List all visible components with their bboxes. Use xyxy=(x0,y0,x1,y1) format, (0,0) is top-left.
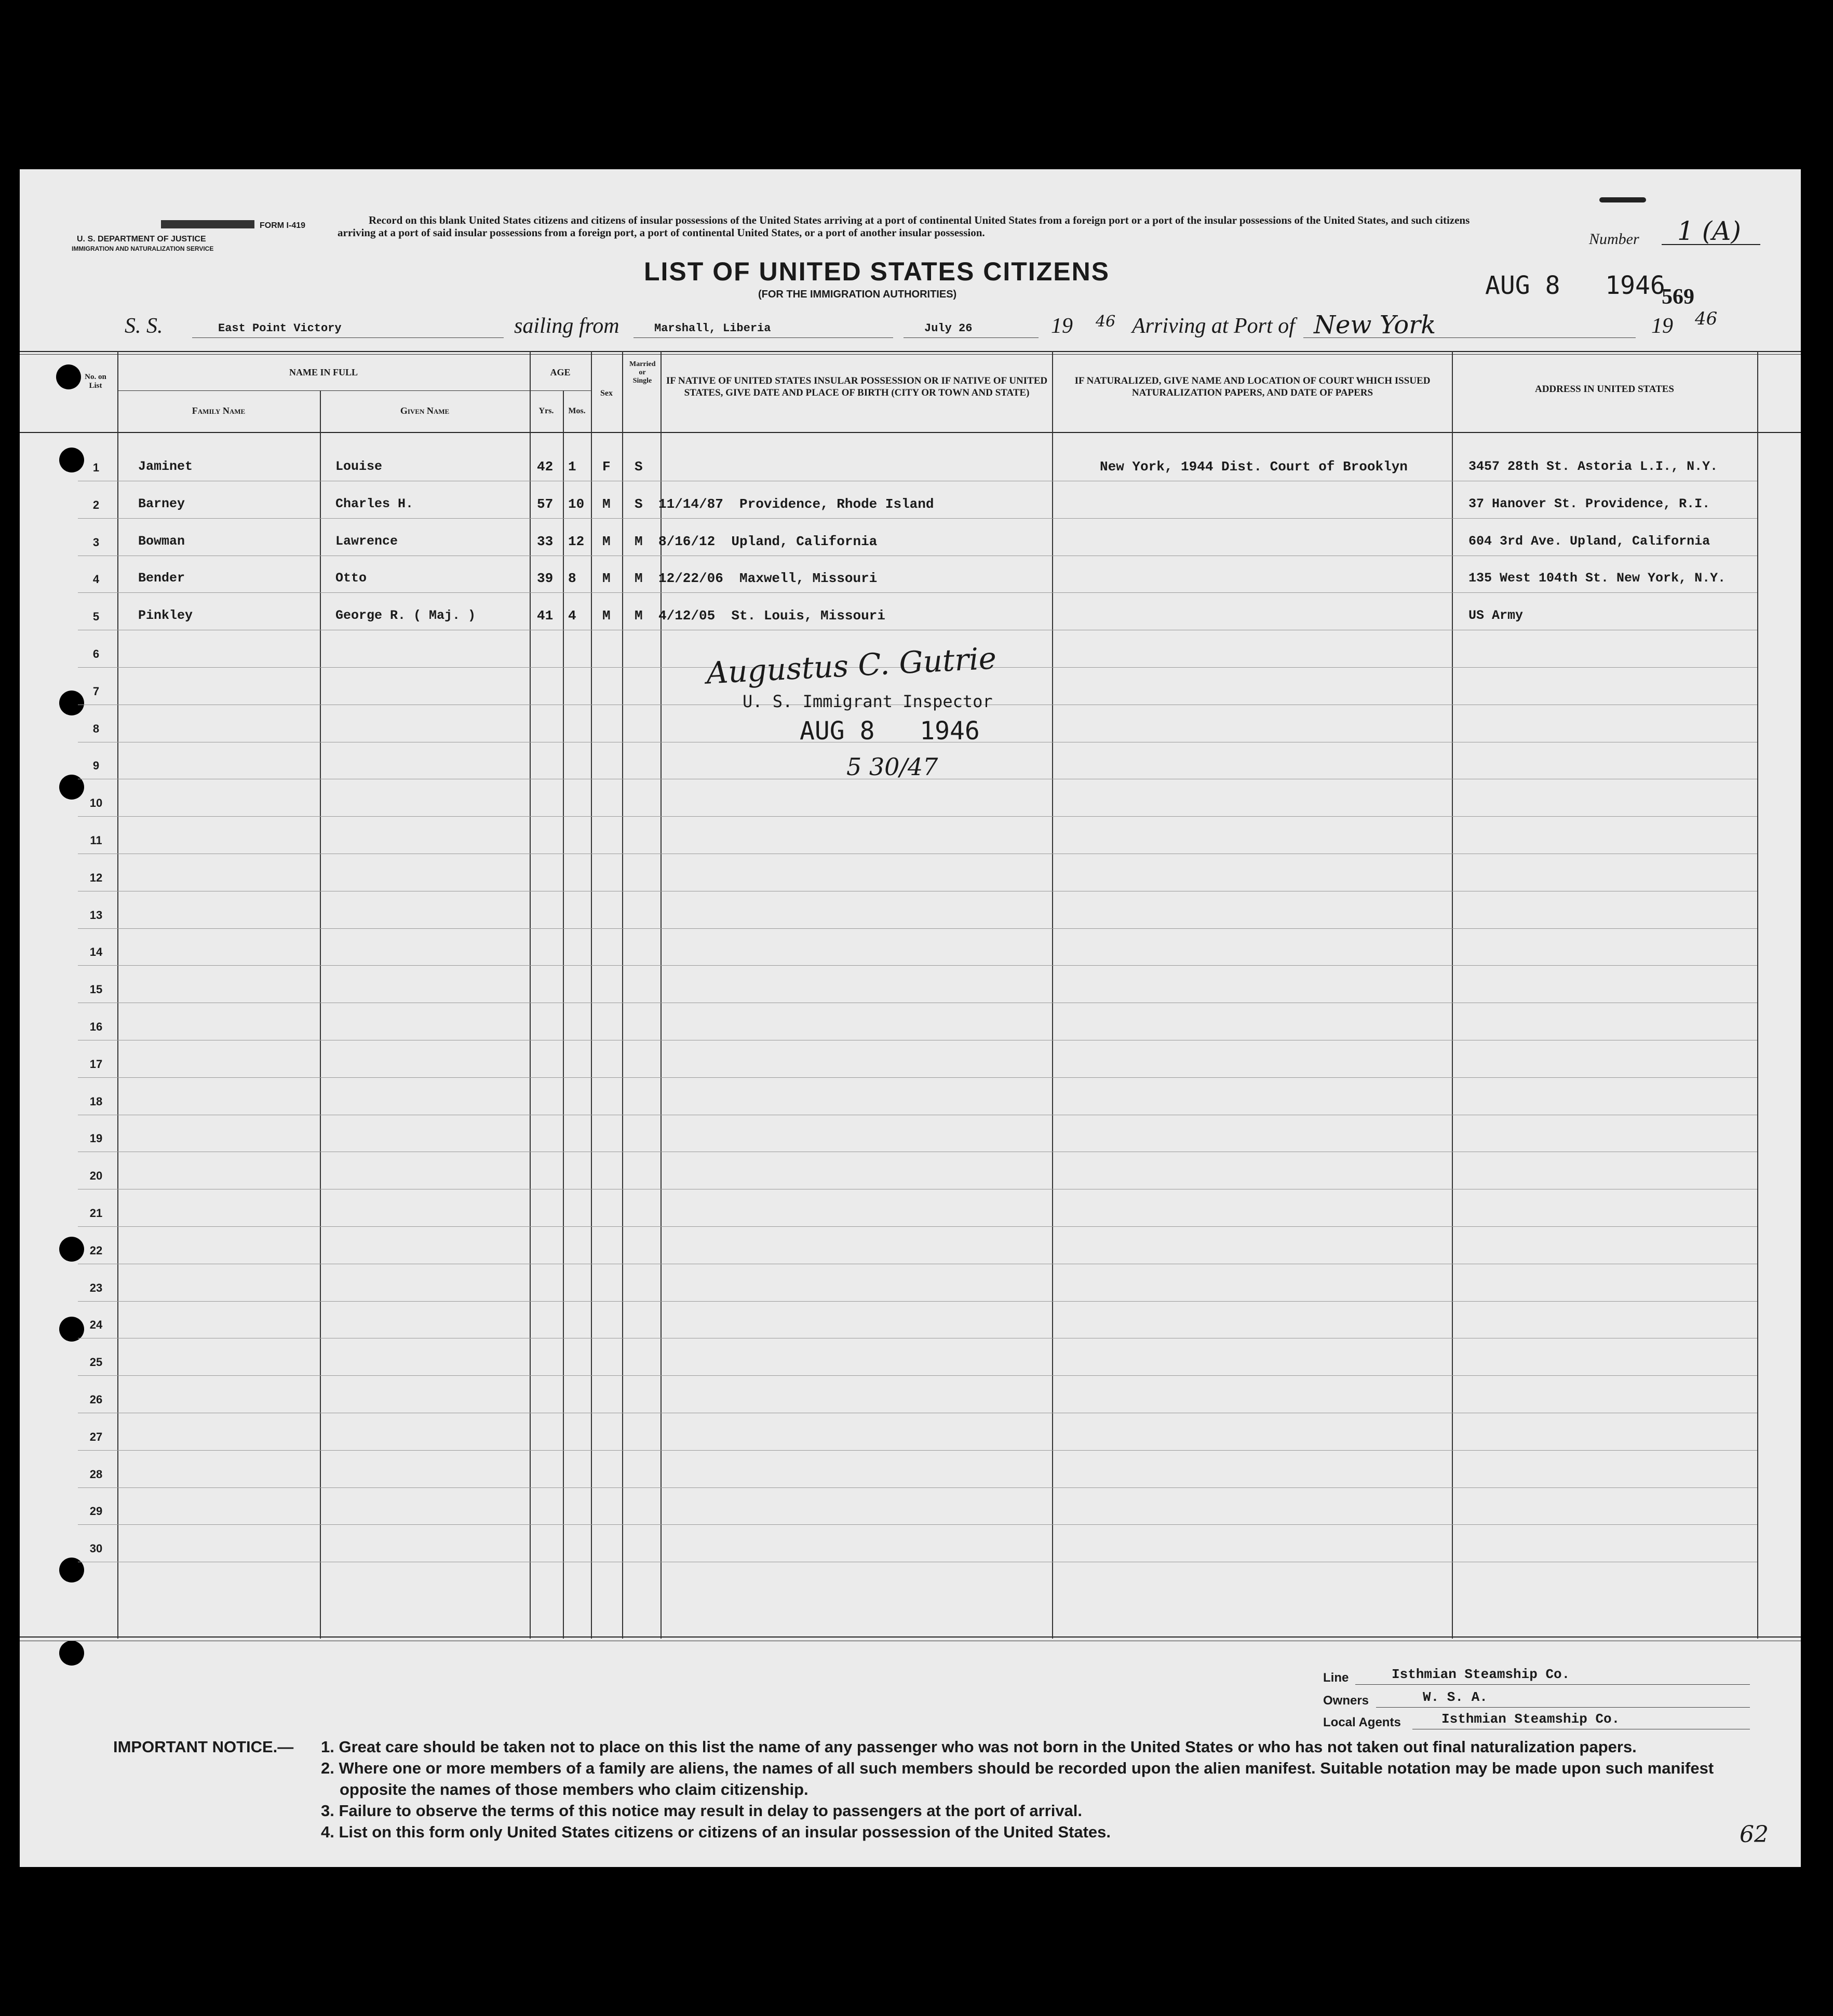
service-name: IMMIGRATION AND NATURALIZATION SERVICE xyxy=(72,245,214,252)
line-value: Isthmian Steamship Co. xyxy=(1392,1667,1570,1682)
row-number: 22 xyxy=(89,1243,103,1257)
sex-cell: F xyxy=(602,459,611,475)
port-to-underline xyxy=(1303,337,1636,338)
age-months-cell: 4 xyxy=(568,608,576,624)
line-label: Line xyxy=(1323,1671,1349,1685)
year-prefix: 19 xyxy=(1051,314,1073,338)
inspector-title: U. S. Immigrant Inspector xyxy=(743,692,993,711)
table-top-border-2 xyxy=(20,354,1801,355)
row-number: 6 xyxy=(92,647,100,660)
given-name-cell: Charles H. xyxy=(335,496,414,511)
marital-status-cell: S xyxy=(635,459,643,475)
age-years-cell: 42 xyxy=(537,459,554,475)
row-number: 4 xyxy=(92,573,100,586)
row-number: 19 xyxy=(89,1132,103,1145)
col-header-yrs: Yrs. xyxy=(538,407,554,415)
row-number: 18 xyxy=(89,1094,103,1108)
date-underline xyxy=(904,337,1039,338)
col-divider xyxy=(563,390,564,1639)
manifest-page xyxy=(20,169,1801,1867)
age-years-cell: 39 xyxy=(537,571,554,587)
form-label: FORM I-419 xyxy=(260,221,306,230)
notice-list xyxy=(321,1736,1744,1843)
address-cell: 3457 28th St. Astoria L.I., N.Y. xyxy=(1468,459,1718,474)
port-from: Marshall, Liberia xyxy=(654,322,771,335)
col-header-sex: Sex xyxy=(600,389,613,398)
page-subtitle: (FOR THE IMMIGRATION AUTHORITIES) xyxy=(758,289,957,300)
given-name-cell: George R. ( Maj. ) xyxy=(335,608,476,624)
row-number: 24 xyxy=(89,1318,103,1332)
col-divider xyxy=(530,351,531,1639)
row-rule xyxy=(78,1375,1757,1376)
arrival-date-stamp: AUG 8 1946 xyxy=(1485,271,1665,300)
row-number: 30 xyxy=(89,1542,103,1555)
row-number: 3 xyxy=(92,535,100,549)
col-header-naturalized: IF NATURALIZED, GIVE NAME AND LOCATION OF COURT WHICH ISSUED NATURALIZATION PAPERS, AND DATE OF PAPERS xyxy=(1074,375,1431,398)
col-divider xyxy=(622,351,623,1639)
row-rule xyxy=(78,592,1757,593)
family-name-cell: Bowman xyxy=(138,533,185,549)
row-rule xyxy=(78,1487,1757,1488)
given-name-cell: Louise xyxy=(335,459,383,474)
port-to: New York xyxy=(1314,310,1436,340)
year-to: 46 xyxy=(1695,308,1718,329)
col-header-address: ADDRESS IN UNITED STATES xyxy=(1534,384,1674,395)
number-label: Number xyxy=(1589,231,1639,248)
marital-status-cell: M xyxy=(635,608,643,624)
row-rule xyxy=(78,965,1757,966)
col-divider xyxy=(1757,351,1758,1639)
address-cell: 604 3rd Ave. Upland, California xyxy=(1468,533,1710,549)
col-divider xyxy=(1452,351,1453,1639)
naturalization-cell: New York, 1944 Dist. Court of Brooklyn xyxy=(1100,459,1408,475)
row-number: 23 xyxy=(89,1281,103,1294)
number-value: 1 (A) xyxy=(1677,216,1741,246)
row-number: 15 xyxy=(89,983,103,996)
ship-underline xyxy=(192,337,504,338)
row-number: 7 xyxy=(92,684,100,698)
department-name: U. S. DEPARTMENT OF JUSTICE xyxy=(77,235,206,243)
row-number: 12 xyxy=(89,871,103,884)
col-header-mos: Mos. xyxy=(568,407,586,415)
age-months-cell: 12 xyxy=(568,533,585,549)
row-number: 28 xyxy=(89,1467,103,1481)
col-header-birth: IF NATIVE OF UNITED STATES INSULAR POSSESSION OR IF NATIVE OF UNITED STATES, GIVE DATE AND PLACE OF BIRTH (CITY OR TOWN AND STATE) xyxy=(666,375,1048,398)
address-cell: US Army xyxy=(1468,608,1524,624)
sex-cell: M xyxy=(602,608,611,624)
birth-info-cell: 8/16/12 Upland, California xyxy=(658,533,878,549)
table-top-border xyxy=(20,351,1801,352)
sex-cell: M xyxy=(602,496,611,512)
given-name-cell: Lawrence xyxy=(335,533,398,549)
page-mark: 62 xyxy=(1740,1821,1769,1848)
row-number: 26 xyxy=(89,1393,103,1406)
row-number: 27 xyxy=(89,1430,103,1443)
marital-status-cell: M xyxy=(635,571,643,587)
form-number-block xyxy=(161,220,254,228)
row-rule xyxy=(78,928,1757,929)
row-number: 29 xyxy=(89,1505,103,1518)
sex-cell: M xyxy=(602,571,611,587)
row-rule xyxy=(78,1226,1757,1227)
marital-status-cell: S xyxy=(635,496,643,512)
sex-cell: M xyxy=(602,533,611,549)
agents-label: Local Agents xyxy=(1323,1715,1401,1729)
row-number: 10 xyxy=(89,796,103,810)
col-header-married: Married or Single xyxy=(629,360,656,385)
owners-label: Owners xyxy=(1323,1694,1369,1708)
family-name-cell: Jaminet xyxy=(138,459,193,474)
age-years-cell: 41 xyxy=(537,608,554,624)
col-header-no: No. on List xyxy=(85,373,106,390)
row-rule xyxy=(78,816,1757,817)
row-number: 14 xyxy=(89,945,103,959)
date-from: July 26 xyxy=(924,322,973,335)
col-header-given: Given Name xyxy=(400,405,450,416)
ss-label: S. S. xyxy=(125,314,163,338)
name-subheader-rule xyxy=(117,390,591,391)
number-underline xyxy=(1662,244,1760,245)
instruction-text: Record on this blank United States citizens and citizens of insular possessions of the United States arriving at a port of continental United States from a foreign port or a port of the insular possessions of the United States, and such citizens arriving at a port of said insular possessions from a foreign port, a port of continental United States, or a port of another insular possession. xyxy=(338,214,1470,239)
year-from: 46 xyxy=(1096,313,1116,331)
row-number: 11 xyxy=(90,834,102,847)
col-header-age: AGE xyxy=(550,367,571,377)
col-header-name: NAME IN FULL xyxy=(289,367,358,377)
arriving-label: Arriving at Port of xyxy=(1132,314,1295,338)
row-rule xyxy=(78,518,1757,519)
row-rule xyxy=(78,1450,1757,1451)
col-header-family: Family Name xyxy=(192,405,246,416)
table-bottom-border xyxy=(20,1636,1801,1638)
age-months-cell: 10 xyxy=(568,496,585,512)
ship-name: East Point Victory xyxy=(218,322,342,335)
punch-hole xyxy=(59,1641,84,1666)
row-number: 17 xyxy=(89,1057,103,1071)
row-number: 1 xyxy=(92,461,100,474)
row-number: 21 xyxy=(89,1207,103,1220)
birth-info-cell: 4/12/05 St. Louis, Missouri xyxy=(658,608,885,624)
owners-underline xyxy=(1376,1707,1750,1708)
age-years-cell: 33 xyxy=(537,533,554,549)
row-rule xyxy=(78,1301,1757,1302)
marital-status-cell: M xyxy=(635,533,643,549)
family-name-cell: Bender xyxy=(138,571,185,586)
age-years-cell: 57 xyxy=(537,496,554,512)
row-number: 8 xyxy=(92,722,100,735)
address-cell: 37 Hanover St. Providence, R.I. xyxy=(1468,496,1710,511)
punch-hole xyxy=(59,1558,84,1582)
family-name-cell: Pinkley xyxy=(138,608,193,624)
year-to-prefix: 19 xyxy=(1651,314,1673,338)
inspection-date-stamp: AUG 8 1946 xyxy=(800,716,980,746)
notice-item: 2. Where one or more members of a family are aliens, the names of all such members should be recorded upon the alien manifest. Suitable notation may be made upon such manifest opposite the names of those members who claim citizenship. xyxy=(321,1759,1714,1798)
corner-mark xyxy=(1599,197,1646,202)
row-number: 2 xyxy=(92,498,100,511)
inspector-note: 5 30/47 xyxy=(846,753,938,781)
page-number: 569 xyxy=(1662,285,1694,309)
punch-hole xyxy=(56,364,81,389)
col-divider xyxy=(320,390,321,1639)
sailing-label: sailing from xyxy=(514,314,619,338)
birth-info-cell: 12/22/06 Maxwell, Missouri xyxy=(658,571,878,587)
given-name-cell: Otto xyxy=(335,571,367,586)
col-divider xyxy=(1052,351,1053,1639)
row-number: 25 xyxy=(89,1356,103,1369)
port-from-underline xyxy=(634,337,893,338)
row-number: 13 xyxy=(89,908,103,922)
notice-item: 1. Great care should be taken not to place on this list the name of any passenger who was not born in the United States or who has not taken out final naturalization papers. xyxy=(321,1738,1637,1756)
notice-heading: IMPORTANT NOTICE.— xyxy=(113,1738,294,1756)
row-number: 9 xyxy=(92,759,100,773)
age-months-cell: 1 xyxy=(568,459,576,475)
row-rule xyxy=(78,1077,1757,1078)
page-title: LIST OF UNITED STATES CITIZENS xyxy=(644,257,1110,286)
row-number: 16 xyxy=(89,1020,103,1033)
birth-info-cell: 11/14/87 Providence, Rhode Island xyxy=(658,496,934,512)
col-divider xyxy=(591,351,592,1639)
address-cell: 135 West 104th St. New York, N.Y. xyxy=(1468,571,1726,586)
line-underline xyxy=(1355,1684,1750,1685)
agents-value: Isthmian Steamship Co. xyxy=(1441,1711,1620,1727)
header-bottom-rule xyxy=(20,432,1801,433)
col-divider xyxy=(117,351,118,1639)
notice-item: 4. List on this form only United States citizens or citizens of an insular possession of the United States. xyxy=(321,1823,1111,1841)
punch-hole xyxy=(59,775,84,800)
row-number: 5 xyxy=(92,610,100,624)
row-number: 20 xyxy=(89,1169,103,1183)
notice-heading-text: IMPORTANT NOTICE. xyxy=(113,1738,278,1756)
notice-item: 3. Failure to observe the terms of this notice may result in delay to passengers at the port of arrival. xyxy=(321,1802,1083,1820)
inspector-signature: Augustus C. Gutrie xyxy=(705,640,998,691)
age-months-cell: 8 xyxy=(568,571,576,587)
row-rule xyxy=(78,1524,1757,1525)
age-subheader-rule xyxy=(530,390,591,391)
owners-value: W. S. A. xyxy=(1423,1689,1488,1705)
family-name-cell: Barney xyxy=(138,496,185,511)
